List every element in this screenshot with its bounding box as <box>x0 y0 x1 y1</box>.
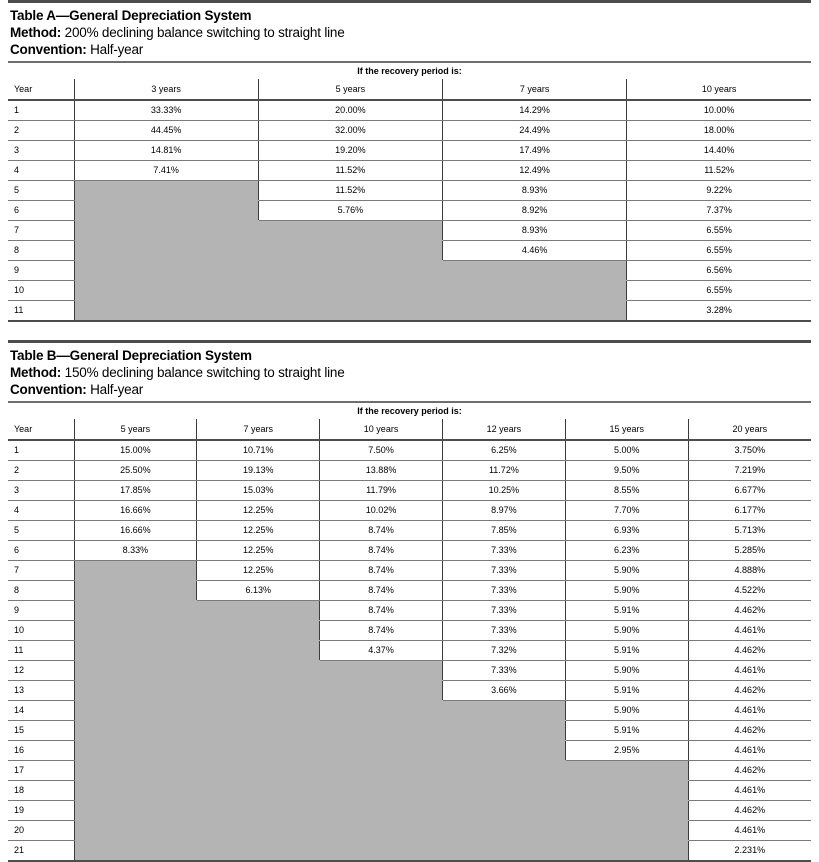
row-year: 7 <box>8 561 74 581</box>
recovery-period-header: If the recovery period is: <box>357 406 462 416</box>
cell-rate: 6.677% <box>688 481 811 501</box>
cell-rate: 7.33% <box>442 561 565 581</box>
cell-rate: 6.93% <box>565 521 688 541</box>
table-row <box>8 201 811 221</box>
row-year: 1 <box>8 100 74 121</box>
cell-rate: 44.45% <box>74 121 258 141</box>
table-row <box>8 581 811 601</box>
row-year: 11 <box>14 305 24 315</box>
cell-rate: 5.91% <box>565 721 688 741</box>
row-year: 8 <box>8 581 74 601</box>
cell-rate: 10.02% <box>320 501 443 521</box>
row-year: 10 <box>8 281 74 301</box>
cell-rate: 5.90% <box>565 581 688 601</box>
cell-rate: 4.461% <box>688 781 811 801</box>
cell-rate: 5.90% <box>565 661 688 681</box>
cell-shaded-empty <box>442 701 565 721</box>
table-row <box>8 281 811 301</box>
table-row <box>8 501 811 521</box>
cell-shaded-empty <box>565 761 688 781</box>
column-header-10-years: 10 years <box>320 419 443 440</box>
cell-rate: 7.85% <box>442 521 565 541</box>
cell-shaded-empty <box>74 281 258 301</box>
table-row <box>8 721 811 741</box>
depreciation-table <box>8 419 811 860</box>
recovery-period-header: If the recovery period is: <box>357 66 462 76</box>
cell-shaded-empty <box>74 241 258 261</box>
table-row <box>8 561 811 581</box>
cell-rate: 8.74% <box>320 581 443 601</box>
cell-shaded-empty <box>442 821 565 841</box>
cell-rate: 24.49% <box>443 121 627 141</box>
cell-rate: 4.462% <box>688 801 811 821</box>
cell-shaded-empty <box>565 781 688 801</box>
column-header-year: Year <box>8 79 74 100</box>
cell-shaded-empty <box>74 721 197 741</box>
convention-value: Half-year <box>90 42 144 57</box>
column-header-3-years: 3 years <box>74 79 258 100</box>
cell-rate: 8.74% <box>320 621 443 641</box>
row-year: 2 <box>8 461 74 481</box>
cell-rate: 4.462% <box>688 681 811 701</box>
tables-container <box>8 0 811 862</box>
cell-rate: 5.90% <box>565 621 688 641</box>
table-row <box>8 701 811 721</box>
cell-rate: 3.28% <box>627 301 811 321</box>
column-header-5-years: 5 years <box>74 419 197 440</box>
cell-shaded-empty <box>197 661 320 681</box>
cell-shaded-empty <box>258 301 442 321</box>
cell-shaded-empty <box>197 821 320 841</box>
cell-shaded-empty <box>442 841 565 861</box>
row-year: 4 <box>8 161 74 181</box>
table-row <box>8 661 811 681</box>
cell-rate: 4.462% <box>688 641 811 661</box>
cell-rate: 15.03% <box>197 481 320 501</box>
depreciation-table <box>8 79 811 320</box>
cell-rate: 11.79% <box>320 481 443 501</box>
table-row <box>8 601 811 621</box>
cell-rate: 4.461% <box>688 621 811 641</box>
cell-shaded-empty <box>197 681 320 701</box>
row-year: 5 <box>8 181 74 201</box>
cell-rate: 4.461% <box>688 701 811 721</box>
cell-rate: 8.93% <box>443 221 627 241</box>
cell-shaded-empty <box>442 721 565 741</box>
cell-shaded-empty <box>197 841 320 861</box>
cell-shaded-empty <box>74 761 197 781</box>
cell-shaded-empty <box>443 281 627 301</box>
cell-shaded-empty <box>74 681 197 701</box>
cell-rate: 12.25% <box>197 541 320 561</box>
method-value: 200% declining balance switching to straight line <box>64 25 345 40</box>
cell-shaded-empty <box>442 781 565 801</box>
cell-rate: 3.750% <box>688 440 811 461</box>
cell-shaded-empty <box>74 261 258 281</box>
row-year: 14 <box>8 701 74 721</box>
cell-rate: 10.71% <box>197 440 320 461</box>
convention-line <box>10 41 811 58</box>
cell-rate: 4.462% <box>688 721 811 741</box>
row-year: 7 <box>8 221 74 241</box>
cell-shaded-empty <box>320 801 443 821</box>
cell-rate: 8.33% <box>74 541 197 561</box>
table-row <box>8 541 811 561</box>
row-year: 6 <box>8 541 74 561</box>
cell-shaded-empty <box>320 661 443 681</box>
cell-rate: 7.33% <box>442 541 565 561</box>
cell-shaded-empty <box>74 181 258 201</box>
cell-shaded-empty <box>320 781 443 801</box>
cell-rate: 7.33% <box>442 621 565 641</box>
cell-shaded-empty <box>320 741 443 761</box>
table-row <box>8 121 811 141</box>
cell-rate: 14.29% <box>443 100 627 121</box>
cell-shaded-empty <box>320 681 443 701</box>
cell-shaded-empty <box>74 801 197 821</box>
cell-rate: 20.00% <box>258 100 442 121</box>
column-header-7-years: 7 years <box>443 79 627 100</box>
cell-shaded-empty <box>443 261 627 281</box>
cell-shaded-empty <box>197 801 320 821</box>
row-year: 15 <box>8 721 74 741</box>
cell-shaded-empty <box>197 701 320 721</box>
cell-rate: 7.50% <box>320 440 443 461</box>
cell-rate: 12.49% <box>443 161 627 181</box>
cell-shaded-empty <box>320 701 443 721</box>
cell-rate: 8.97% <box>442 501 565 521</box>
cell-rate: 5.91% <box>565 601 688 621</box>
cell-rate: 7.219% <box>688 461 811 481</box>
cell-rate: 3.66% <box>442 681 565 701</box>
table-header-row <box>8 419 811 440</box>
cell-shaded-empty <box>74 841 197 861</box>
cell-shaded-empty <box>74 221 258 241</box>
cell-rate: 17.49% <box>443 141 627 161</box>
cell-rate: 4.46% <box>443 241 627 261</box>
table-row <box>8 841 811 861</box>
table-row <box>8 301 811 321</box>
row-year: 21 <box>14 845 25 855</box>
column-header-10-years: 10 years <box>627 79 811 100</box>
cell-shaded-empty <box>74 661 197 681</box>
table-row <box>8 261 811 281</box>
row-year: 9 <box>8 261 74 281</box>
cell-shaded-empty <box>197 781 320 801</box>
cell-shaded-empty <box>320 821 443 841</box>
table-row <box>8 440 811 461</box>
cell-rate: 12.25% <box>197 561 320 581</box>
cell-rate: 11.72% <box>442 461 565 481</box>
table-row <box>8 641 811 661</box>
cell-rate: 19.13% <box>197 461 320 481</box>
table-title: Table A—General Depreciation System <box>10 8 252 23</box>
row-year: 8 <box>8 241 74 261</box>
cell-shaded-empty <box>74 561 197 581</box>
cell-rate: 12.25% <box>197 501 320 521</box>
table-row <box>8 461 811 481</box>
cell-rate: 15.00% <box>74 440 197 461</box>
cell-rate: 7.32% <box>442 641 565 661</box>
cell-rate: 33.33% <box>74 100 258 121</box>
cell-rate: 8.74% <box>320 561 443 581</box>
cell-shaded-empty <box>565 801 688 821</box>
cell-shaded-empty <box>197 601 320 621</box>
convention-line <box>10 381 811 398</box>
row-year: 12 <box>8 661 74 681</box>
cell-shaded-empty <box>74 601 197 621</box>
cell-shaded-empty <box>320 761 443 781</box>
convention-label: Convention: <box>10 42 87 57</box>
cell-rate: 4.461% <box>688 741 811 761</box>
cell-rate: 8.74% <box>320 521 443 541</box>
cell-shaded-empty <box>74 781 197 801</box>
cell-rate: 4.461% <box>688 661 811 681</box>
cell-rate: 6.55% <box>627 241 811 261</box>
convention-value: Half-year <box>90 382 144 397</box>
cell-rate: 8.74% <box>320 541 443 561</box>
method-label: Method: <box>10 365 62 380</box>
table-spacer <box>8 322 811 340</box>
table-row <box>8 741 811 761</box>
cell-shaded-empty <box>258 241 442 261</box>
row-year: 5 <box>8 521 74 541</box>
cell-rate: 8.55% <box>565 481 688 501</box>
row-year: 11 <box>8 641 74 661</box>
row-year: 3 <box>8 481 74 501</box>
table-row <box>8 161 811 181</box>
row-year: 17 <box>8 761 74 781</box>
cell-rate: 8.93% <box>443 181 627 201</box>
row-year: 3 <box>8 141 74 161</box>
column-header-year: Year <box>8 419 74 440</box>
row-year: 9 <box>8 601 74 621</box>
cell-shaded-empty <box>565 821 688 841</box>
row-year: 10 <box>8 621 74 641</box>
cell-shaded-empty <box>74 301 258 321</box>
table-row <box>8 801 811 821</box>
cell-rate: 5.90% <box>565 561 688 581</box>
cell-rate: 9.22% <box>627 181 811 201</box>
cell-shaded-empty <box>74 581 197 601</box>
cell-shaded-empty <box>197 621 320 641</box>
table-block-a <box>8 0 811 322</box>
cell-shaded-empty <box>197 641 320 661</box>
cell-rate: 6.177% <box>688 501 811 521</box>
table-row <box>8 681 811 701</box>
cell-rate: 10.00% <box>627 100 811 121</box>
cell-shaded-empty <box>320 841 443 861</box>
cell-rate: 5.91% <box>565 641 688 661</box>
table-row <box>8 241 811 261</box>
table-row <box>8 761 811 781</box>
column-header-20-years: 20 years <box>688 419 811 440</box>
cell-shaded-empty <box>74 201 258 221</box>
cell-shaded-empty <box>320 721 443 741</box>
row-year: 16 <box>8 741 74 761</box>
cell-rate: 25.50% <box>74 461 197 481</box>
table-row <box>8 481 811 501</box>
cell-rate: 12.25% <box>197 521 320 541</box>
cell-rate: 14.40% <box>627 141 811 161</box>
cell-rate: 16.66% <box>74 501 197 521</box>
cell-rate: 5.90% <box>565 701 688 721</box>
cell-rate: 10.25% <box>442 481 565 501</box>
cell-rate: 9.50% <box>565 461 688 481</box>
table-row <box>8 521 811 541</box>
column-header-7-years: 7 years <box>197 419 320 440</box>
convention-label: Convention: <box>10 382 87 397</box>
cell-rate: 11.52% <box>258 161 442 181</box>
method-line <box>10 24 811 41</box>
cell-rate: 5.713% <box>688 521 811 541</box>
cell-shaded-empty <box>258 261 442 281</box>
cell-shaded-empty <box>197 761 320 781</box>
cell-shaded-empty <box>74 641 197 661</box>
cell-rate: 4.37% <box>320 641 443 661</box>
cell-rate: 8.92% <box>443 201 627 221</box>
row-year: 4 <box>8 501 74 521</box>
cell-rate: 8.74% <box>320 601 443 621</box>
cell-rate: 6.25% <box>442 440 565 461</box>
cell-rate: 17.85% <box>74 481 197 501</box>
cell-shaded-empty <box>74 821 197 841</box>
cell-rate: 7.70% <box>565 501 688 521</box>
cell-rate: 7.33% <box>442 601 565 621</box>
cell-rate: 6.55% <box>627 281 811 301</box>
cell-rate: 32.00% <box>258 121 442 141</box>
column-header-12-years: 12 years <box>442 419 565 440</box>
table-row <box>8 621 811 641</box>
cell-rate: 4.888% <box>688 561 811 581</box>
cell-rate: 7.33% <box>442 661 565 681</box>
cell-rate: 4.522% <box>688 581 811 601</box>
row-year: 13 <box>8 681 74 701</box>
cell-rate: 4.461% <box>688 821 811 841</box>
method-line <box>10 364 811 381</box>
table-title: Table B—General Depreciation System <box>10 348 252 363</box>
cell-shaded-empty <box>74 621 197 641</box>
cell-rate: 4.462% <box>688 761 811 781</box>
table-row <box>8 141 811 161</box>
column-header-5-years: 5 years <box>258 79 442 100</box>
cell-rate: 2.95% <box>565 741 688 761</box>
cell-rate: 2.231% <box>688 841 811 861</box>
cell-rate: 16.66% <box>74 521 197 541</box>
table-header-row <box>8 79 811 100</box>
cell-shaded-empty <box>442 801 565 821</box>
cell-shaded-empty <box>258 221 442 241</box>
cell-rate: 11.52% <box>258 181 442 201</box>
cell-rate: 7.33% <box>442 581 565 601</box>
cell-shaded-empty <box>74 741 197 761</box>
table-row <box>8 100 811 121</box>
cell-shaded-empty <box>197 741 320 761</box>
table-row <box>8 181 811 201</box>
cell-rate: 5.00% <box>565 440 688 461</box>
cell-shaded-empty <box>258 281 442 301</box>
method-label: Method: <box>10 25 62 40</box>
table-row <box>8 781 811 801</box>
cell-shaded-empty <box>443 301 627 321</box>
cell-rate: 4.462% <box>688 601 811 621</box>
cell-rate: 6.23% <box>565 541 688 561</box>
cell-rate: 14.81% <box>74 141 258 161</box>
cell-shaded-empty <box>197 721 320 741</box>
cell-rate: 6.56% <box>627 261 811 281</box>
row-year: 19 <box>8 801 74 821</box>
cell-rate: 7.37% <box>627 201 811 221</box>
cell-rate: 7.41% <box>74 161 258 181</box>
column-header-15-years: 15 years <box>565 419 688 440</box>
cell-rate: 5.76% <box>258 201 442 221</box>
table-row <box>8 221 811 241</box>
row-year: 18 <box>8 781 74 801</box>
table-titles <box>8 343 811 401</box>
cell-rate: 6.13% <box>197 581 320 601</box>
method-value: 150% declining balance switching to straight line <box>64 365 345 380</box>
cell-rate: 5.91% <box>565 681 688 701</box>
row-year: 6 <box>8 201 74 221</box>
cell-shaded-empty <box>442 761 565 781</box>
table-row <box>8 821 811 841</box>
cell-shaded-empty <box>565 841 688 861</box>
cell-rate: 19.20% <box>258 141 442 161</box>
row-year: 2 <box>8 121 74 141</box>
cell-shaded-empty <box>74 701 197 721</box>
cell-rate: 11.52% <box>627 161 811 181</box>
table-titles <box>8 3 811 61</box>
cell-shaded-empty <box>442 741 565 761</box>
cell-rate: 18.00% <box>627 121 811 141</box>
cell-rate: 6.55% <box>627 221 811 241</box>
row-year: 20 <box>8 821 74 841</box>
table-block-b <box>8 340 811 862</box>
cell-rate: 13.88% <box>320 461 443 481</box>
row-year: 1 <box>8 440 74 461</box>
cell-rate: 5.285% <box>688 541 811 561</box>
